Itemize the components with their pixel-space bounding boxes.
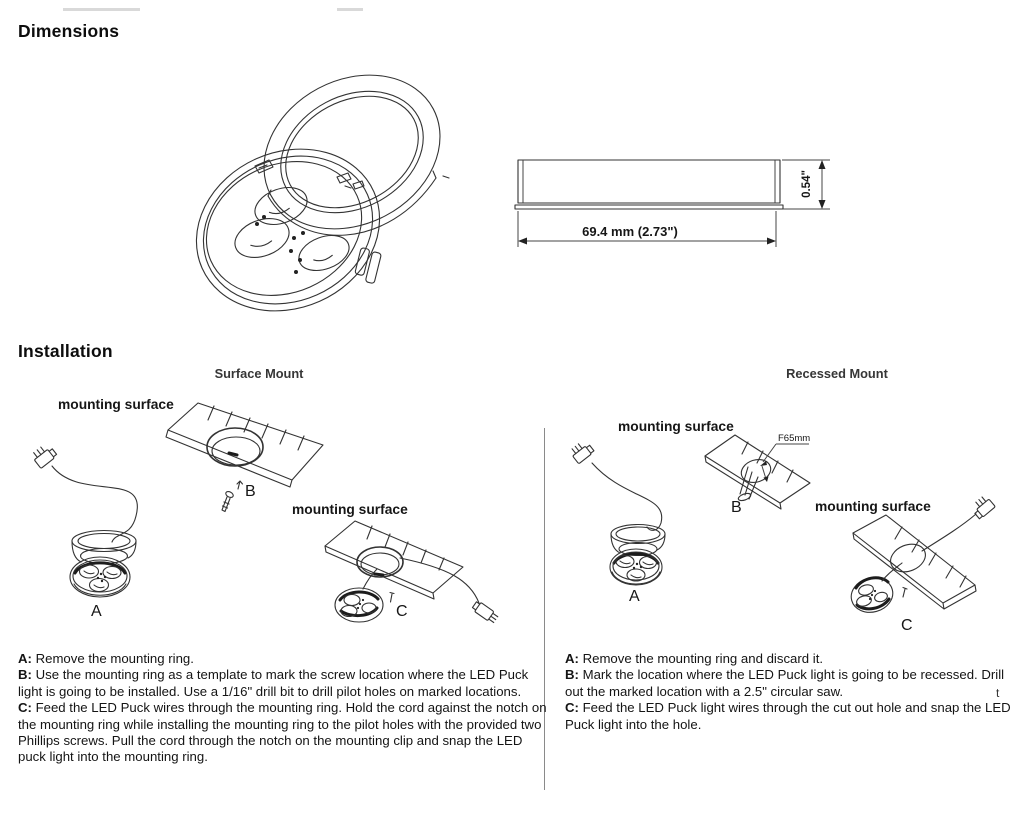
surface-mount-instructions: [18, 651, 548, 766]
stray-character: t: [996, 686, 1000, 700]
instruction-step: C: Feed the LED Puck light wires through the cut out hole and snap the LED Puck light into the hole.: [565, 700, 1011, 732]
ring-tab: [443, 176, 449, 178]
width-dimension: [518, 211, 776, 247]
hole-diameter-label: F65mm: [778, 433, 811, 444]
surface-mount-diagram: [0, 385, 545, 650]
mounting-surface-label: mounting surface: [618, 419, 734, 434]
hole-diameter-dimension: [760, 433, 810, 482]
led-lens: [294, 229, 354, 277]
screw-icon: [390, 593, 394, 603]
mounting-ring: [72, 531, 136, 564]
dimensions-heading: Dimensions: [18, 21, 120, 41]
hatching: [367, 526, 444, 570]
instruction-step: C: Feed the LED Puck wires through the mounting ring. Hold the cord against the notch on the mounting ring while installing the mounting ring to the pilot holes with the provided two Phillips screws. Pull the cord through the notch on the mounting clip and snap the LED puck light into the mounting ring.: [18, 700, 547, 765]
recessed-mount-instructions: [565, 651, 1017, 733]
mounting-surface-label: mounting surface: [58, 397, 174, 412]
power-connector-icon: [31, 442, 58, 468]
power-cord: [363, 569, 377, 589]
instruction-step: A: Remove the mounting ring.: [18, 651, 194, 666]
puck-light: [335, 588, 383, 622]
recessed-mount-diagram: [545, 385, 1024, 650]
mounting-panel: [325, 521, 463, 599]
step-c-label: C: [396, 603, 408, 620]
puck-clip-icon: [255, 160, 381, 284]
step-b-label: B: [245, 483, 256, 500]
mounting-ring-drawing: [237, 45, 467, 259]
recessed-mount-title: Recessed Mount: [786, 366, 888, 381]
width-dimension-label: 69.4 mm (2.73"): [582, 224, 678, 239]
instruction-step: A: Remove the mounting ring and discard it.: [565, 651, 824, 666]
instruction-step: B: Mark the location where the LED Puck light is going to be recessed. Drill out the marked location with a 2.5" circular saw.: [565, 667, 1005, 699]
puck-light: [610, 549, 662, 585]
mounting-ring: [207, 428, 263, 466]
height-dimension-label: 0.54": [801, 170, 813, 198]
scan-artifact: [63, 8, 140, 11]
power-connector-icon: [569, 439, 595, 464]
drill-tool-icon: [737, 467, 758, 502]
mounting-ring: [357, 547, 403, 577]
scan-artifact: [337, 8, 363, 11]
hatching: [895, 527, 966, 587]
screw-icon: [903, 588, 907, 598]
step-a-label: A: [91, 603, 102, 620]
step-a-label: A: [629, 588, 640, 605]
mounting-panel: [705, 435, 810, 509]
mounting-surface-label: mounting surface: [292, 502, 408, 517]
instruction-step: B: Use the mounting ring as a template to mark the screw location where the LED Puck light is going to be installed. Use a 1/16" drill bit to drill pilot holes on marked locations.: [18, 667, 529, 699]
power-cord: [592, 463, 662, 530]
step-c-label: C: [901, 617, 913, 634]
puck-lip: [515, 205, 783, 209]
puck-side-profile: [518, 160, 780, 203]
installation-heading: Installation: [18, 341, 113, 361]
puck-light: [847, 573, 896, 617]
mounting-surface-label: mounting surface: [815, 499, 931, 514]
power-cord: [922, 514, 976, 551]
height-dimension: [782, 160, 830, 209]
dimension-side-view: [490, 150, 840, 260]
screw-icon: [222, 490, 234, 511]
mounting-panel: [166, 403, 323, 487]
power-cord: [400, 558, 479, 603]
step-b-label: B: [731, 499, 742, 516]
puck-light: [70, 557, 130, 597]
led-lens: [230, 212, 295, 265]
power-connector-icon: [471, 600, 499, 624]
surface-mount-title: Surface Mount: [214, 366, 304, 381]
exploded-view-drawing: [195, 55, 475, 305]
arrow-icon: [237, 481, 243, 489]
